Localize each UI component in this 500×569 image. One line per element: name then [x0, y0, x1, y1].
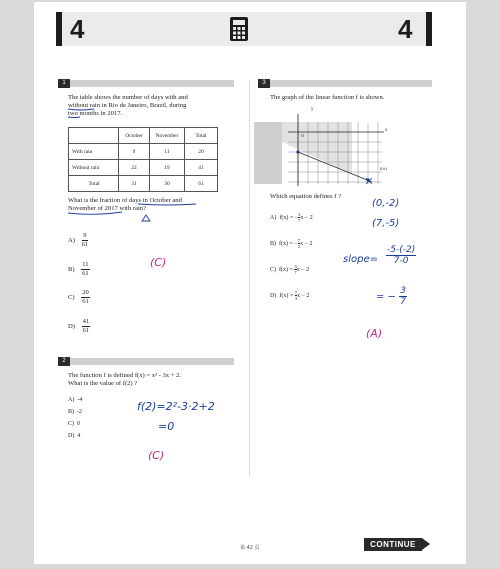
q2-work-line-2: =0	[158, 420, 175, 433]
q3-point-2: (7,-5)	[372, 218, 400, 229]
q1-choice-d[interactable]	[68, 318, 90, 335]
table-cell: 30	[150, 176, 185, 192]
choice-fraction: $\frac{41}{61}$	[82, 318, 90, 334]
choice-letter: C)	[68, 294, 75, 302]
q1-question-1: What is the fraction of days in October and	[68, 197, 182, 204]
page-number: 第 42 页	[240, 545, 260, 551]
graph-x-label: x	[385, 128, 388, 133]
q3-choice-c[interactable]: C) f(x) = $\frac{3}{7}x - 2$	[270, 264, 310, 275]
q2-choice-d[interactable]: D) 4	[68, 433, 81, 439]
rain-table	[68, 127, 218, 192]
q3-question: Which equation defines f ?	[270, 193, 342, 200]
q2-choice-b[interactable]: B) -2	[68, 409, 82, 415]
graph-origin-label: O	[301, 133, 305, 138]
table-cell: 31	[119, 176, 150, 192]
q2-handwritten-answer: (C)	[148, 449, 165, 462]
q1-choice-c[interactable]	[68, 289, 90, 306]
table-cell: 11	[150, 144, 185, 160]
q3-number: 3	[258, 79, 270, 88]
table-cell: 61	[185, 176, 218, 192]
q3-graph	[254, 106, 394, 188]
q3-bar	[258, 80, 432, 87]
q3-slope-fraction: -5-(-2) 7-0	[387, 245, 416, 266]
choice-letter: D)	[68, 323, 75, 331]
q1-question-2: November of 2017 with rain?	[68, 205, 147, 212]
q2-number: 2	[58, 357, 70, 366]
graph-curve-label: f(x)	[380, 166, 387, 171]
q1-prompt-3: two months in 2017.	[68, 110, 123, 117]
table-header: November	[150, 128, 185, 144]
table-row	[69, 176, 218, 192]
q3-slope-label: slope=	[343, 254, 378, 265]
calculator-icon	[229, 16, 249, 47]
q1-choice-b[interactable]	[68, 261, 90, 278]
header-left-bar	[56, 12, 62, 46]
choice-fraction: $\frac{9}{61}$	[81, 232, 89, 248]
section-number-left: 4	[70, 14, 85, 44]
choice-fraction: $\frac{11}{61}$	[82, 261, 89, 277]
continue-arrow-icon	[422, 538, 430, 550]
q2-prompt-2: What is the value of f(2) ?	[68, 380, 138, 387]
header-right-bar	[426, 12, 432, 46]
q1-number: 1	[58, 79, 70, 88]
q2-choice-a[interactable]: A) -4	[68, 397, 83, 403]
table-cell: 19	[150, 160, 185, 176]
table-header-row	[69, 128, 218, 144]
choice-letter: A)	[68, 237, 75, 245]
choice-letter: B)	[68, 266, 75, 274]
q2-prompt-1: The function f is defined f(x) = x² - 3x + 2.	[68, 372, 182, 379]
column-divider	[249, 80, 250, 475]
table-cell: 22	[119, 160, 150, 176]
q1-question-marks	[66, 203, 216, 225]
q2-bar	[58, 358, 234, 365]
section-number-right: 4	[398, 14, 413, 44]
table-cell: 41	[185, 160, 218, 176]
q2-choice-c[interactable]: C) 0	[68, 421, 80, 427]
q1-handwritten-answer: (C)	[150, 256, 167, 269]
choice-fraction: $\frac{20}{61}$	[82, 289, 89, 305]
q1-bar	[58, 80, 234, 87]
q1-underline-marks	[66, 100, 176, 120]
table-cell	[69, 128, 119, 144]
table-row	[69, 144, 218, 160]
q3-choice-b[interactable]: B) f(x) = − $\frac{7}{3}x - 2$	[270, 238, 313, 249]
table-row	[69, 160, 218, 176]
table-cell: 20	[185, 144, 218, 160]
q1-prompt-1: The table shows the number of days with and	[68, 94, 188, 101]
table-cell: 9	[119, 144, 150, 160]
q2-work-line-1: f(2)=2²-3·2+2	[137, 400, 215, 413]
q3-prompt: The graph of the linear function f is shown.	[270, 94, 385, 101]
q3-handwritten-answer: (A)	[366, 327, 383, 340]
table-header: Total	[185, 128, 218, 144]
continue-button[interactable]: CONTINUE	[364, 538, 422, 551]
q1-prompt-2: without rain in Rio de Janeiro, Brazil, during	[68, 102, 187, 109]
q1-choice-a[interactable]	[68, 232, 88, 249]
graph-y-label: y	[311, 107, 314, 112]
table-cell: With rain	[69, 144, 119, 160]
table-cell: Total	[69, 176, 119, 192]
q3-point-1: (0,-2)	[372, 198, 400, 209]
table-cell: Without rain	[69, 160, 119, 176]
table-header: October	[119, 128, 150, 144]
q3-slope-result: = − $\frac{3}{7}$	[376, 286, 406, 307]
q3-choice-a[interactable]: A) f(x) = − $\frac{3}{7}x - 2$	[270, 212, 313, 223]
q3-choice-d[interactable]: D) f(x) = $\frac{7}{3}x - 2$	[270, 290, 310, 301]
